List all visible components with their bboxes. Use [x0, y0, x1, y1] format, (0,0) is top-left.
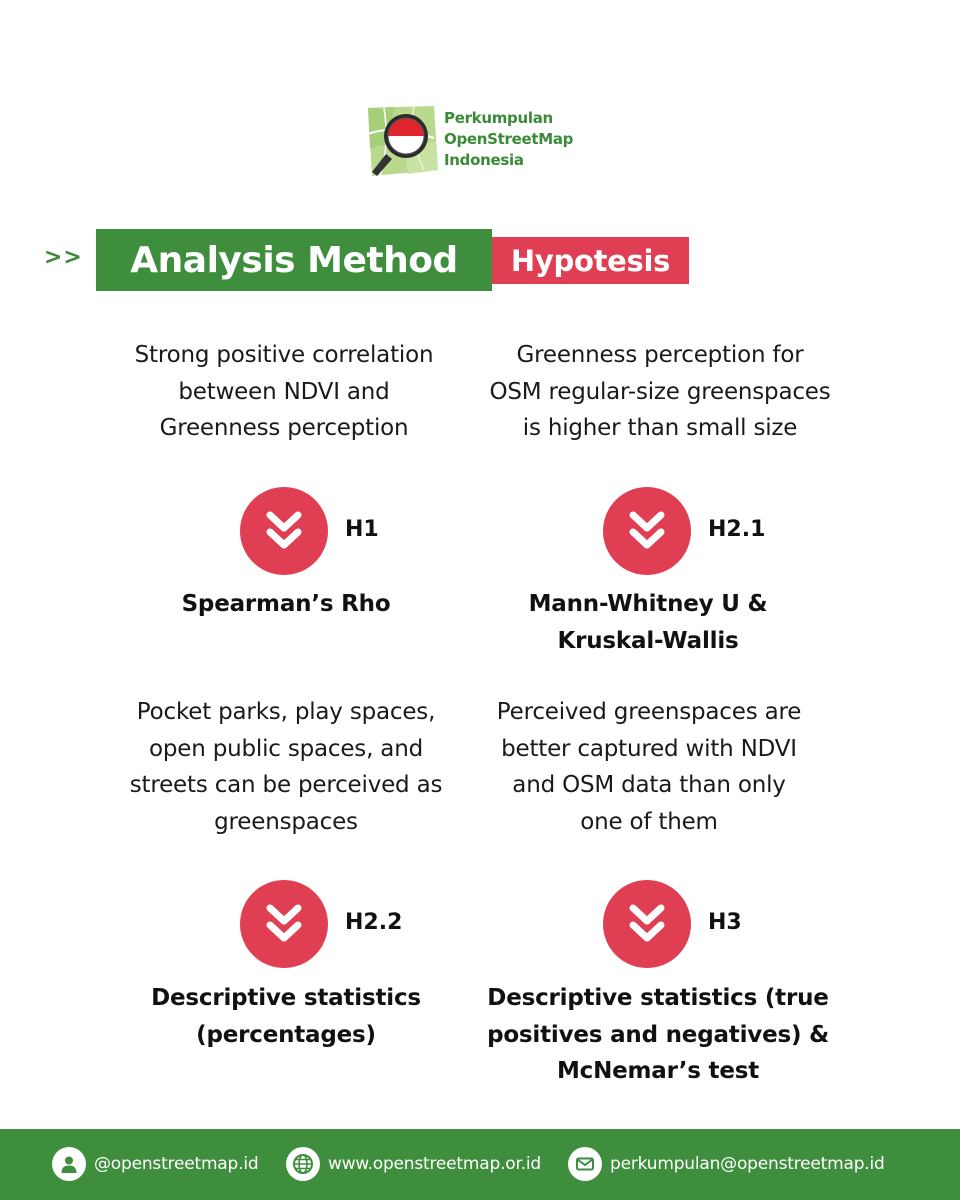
footer — [0, 1129, 960, 1200]
h3-method — [466, 980, 850, 1090]
logo-line-1: Perkumpulan — [444, 109, 553, 127]
h3-description-line: and OSM data than only — [512, 772, 786, 798]
osm-indonesia-magnifier-icon — [364, 104, 444, 180]
h1-badge — [240, 487, 328, 575]
h2-2-badge — [240, 880, 328, 968]
h2-1-description-line: OSM regular-size greenspaces — [489, 378, 831, 405]
logo — [364, 104, 604, 180]
h2-2-description — [100, 694, 472, 840]
h3-description-line: better captured with NDVI — [501, 735, 797, 762]
h3-method-line: positives and negatives) & — [487, 1021, 829, 1048]
h2-1-method-line: Kruskal-Wallis — [557, 627, 739, 654]
footer-website-label: www.openstreetmap.or.id — [328, 1154, 542, 1174]
h3-description-line: Perceived greenspaces are — [496, 699, 802, 725]
footer-instagram[interactable] — [52, 1147, 258, 1181]
h3-badge — [603, 880, 691, 968]
h2-1-method-line: Mann-Whitney U & — [528, 591, 768, 617]
h2-1-code: H2.1 — [708, 517, 766, 542]
h1-method — [104, 586, 468, 623]
h1-description — [104, 337, 464, 447]
h3-description-line: one of them — [580, 808, 718, 835]
h2-1-description-line: Greenness perception for — [516, 342, 804, 368]
globe-icon — [286, 1147, 320, 1181]
h2-1-method — [470, 586, 826, 659]
h2-2-description-line: streets can be perceived as — [129, 772, 443, 798]
tab-analysis-method-label: Analysis Method — [130, 239, 458, 281]
logo-text — [444, 108, 573, 171]
h1-method-line: Spearman’s Rho — [181, 591, 391, 617]
h2-1-description — [470, 337, 850, 447]
tab-hypotesis — [492, 237, 689, 284]
h2-1-description-line: is higher than small size — [522, 415, 798, 441]
h3-code: H3 — [708, 910, 742, 935]
tab-analysis-method — [96, 229, 492, 291]
footer-email-label: perkumpulan@openstreetmap.id — [610, 1154, 885, 1174]
h2-2-description-line: open public spaces, and — [149, 735, 423, 762]
logo-line-2: OpenStreetMap — [444, 130, 574, 148]
h2-2-method-line: (percentages) — [196, 1021, 376, 1048]
h1-description-line: Strong positive correlation — [134, 342, 434, 368]
h3-description — [466, 694, 832, 840]
footer-website[interactable] — [286, 1147, 541, 1181]
h1-description-line: Greenness perception — [159, 415, 409, 441]
h3-method-line: McNemar’s test — [556, 1058, 760, 1084]
h2-2-description-line: greenspaces — [214, 808, 358, 835]
h2-1-badge — [603, 487, 691, 575]
tab-hypotesis-label: Hypotesis — [510, 243, 671, 278]
double-chevron-down-icon — [624, 508, 670, 554]
footer-email[interactable] — [568, 1147, 885, 1181]
h2-2-description-line: Pocket parks, play spaces, — [136, 699, 436, 725]
header-chevrons: >> — [44, 245, 83, 270]
double-chevron-down-icon — [624, 901, 670, 947]
double-chevron-down-icon — [261, 901, 307, 947]
h1-description-line: between NDVI and — [178, 378, 390, 405]
h1-code: H1 — [345, 517, 379, 542]
user-icon — [52, 1147, 86, 1181]
logo-line-3: Indonesia — [444, 151, 524, 169]
h3-method-line: Descriptive statistics (true — [487, 985, 829, 1011]
h2-2-method-line: Descriptive statistics — [151, 985, 421, 1011]
double-chevron-down-icon — [261, 508, 307, 554]
mail-icon — [568, 1147, 602, 1181]
h2-2-code: H2.2 — [345, 910, 403, 935]
h2-2-method — [104, 980, 468, 1053]
footer-instagram-label: @openstreetmap.id — [94, 1154, 259, 1174]
